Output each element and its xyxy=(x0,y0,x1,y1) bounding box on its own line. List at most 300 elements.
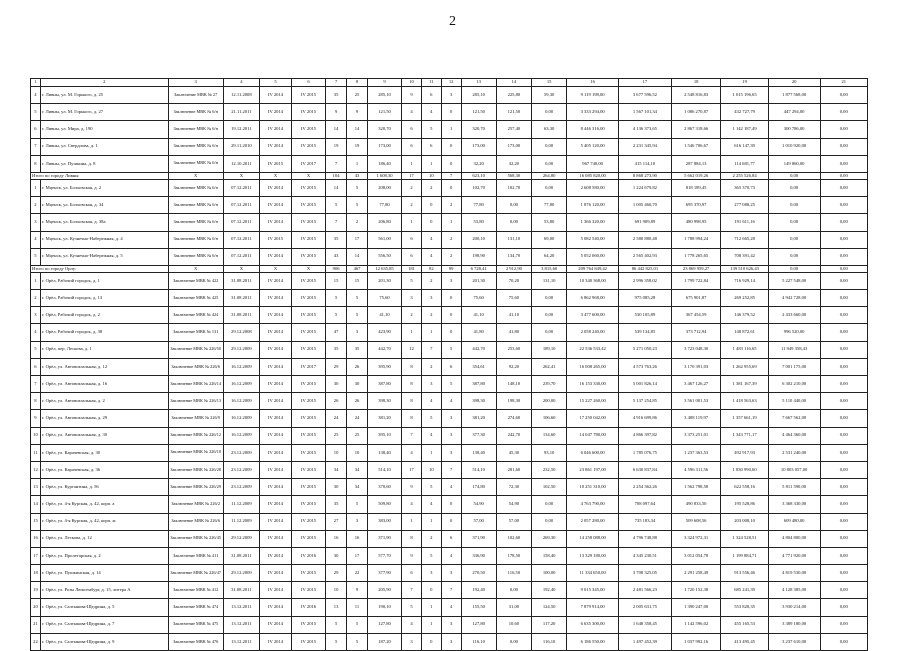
table-cell: 381,20 xyxy=(461,410,496,427)
table-cell: IV 2015 xyxy=(260,231,292,248)
table-cell: 25 xyxy=(347,427,368,444)
table-cell: 29.11.2010 xyxy=(223,138,259,155)
table-cell: 07.12.2011 xyxy=(223,179,259,196)
table-cell: 568,30 xyxy=(496,172,531,179)
table-cell: 6 xyxy=(402,121,422,138)
table-cell: IV 2014 xyxy=(260,324,292,341)
table-cell: 2 xyxy=(31,290,41,307)
table-cell: 906 xyxy=(326,265,347,272)
table-cell: 59,30 xyxy=(532,87,567,104)
table-cell: 281,60 xyxy=(496,461,531,478)
table-cell: 181 xyxy=(402,265,422,272)
table-cell: 102,50 xyxy=(532,479,567,496)
table-cell: 7 xyxy=(402,582,422,599)
table-cell: IV 2015 xyxy=(291,427,325,444)
table-cell: 4 xyxy=(402,104,422,121)
table-cell: 2 xyxy=(421,530,441,547)
table-cell: 432 727,79 xyxy=(721,104,768,121)
table-cell: 12 xyxy=(402,341,422,358)
table-row xyxy=(31,214,868,231)
table-cell: 2 481 566,23 xyxy=(619,582,672,599)
table-cell: 9 xyxy=(402,547,422,564)
table-header-row xyxy=(31,79,868,87)
table-cell: 102,70 xyxy=(496,179,531,196)
table-cell: 186,40 xyxy=(367,155,401,172)
table-cell: 0 xyxy=(441,496,461,513)
table-cell: 0,00 xyxy=(532,104,567,121)
table-cell: 2 xyxy=(421,358,441,375)
table-cell: 4 xyxy=(31,324,41,341)
table-cell: 4 xyxy=(421,427,441,444)
table-cell: 4 xyxy=(421,248,441,265)
table-cell: 5 xyxy=(421,410,441,427)
address-cell: г. Орёл, ул. Розы Люксембург, д. 15, литера А xyxy=(40,582,168,599)
table-cell: 1 xyxy=(421,444,441,461)
document-cell: Заключение МВК № 6/н xyxy=(168,121,223,138)
table-cell: 0,00 xyxy=(820,231,868,248)
table-cell: 155,50 xyxy=(461,599,496,616)
table-cell: 0,00 xyxy=(820,582,868,599)
table-cell: 29 xyxy=(326,565,347,582)
table-cell: 30 xyxy=(347,376,368,393)
table-cell: 158,40 xyxy=(532,547,567,564)
table-cell: 4 xyxy=(441,599,461,616)
table-cell: 514,10 xyxy=(367,461,401,478)
table-row xyxy=(31,341,868,358)
table-cell: 32,20 xyxy=(461,155,496,172)
document-cell: Заключение МВК № 226/2 xyxy=(168,496,223,513)
table-cell: 0,00 xyxy=(768,179,820,196)
table-cell: 31.08.2011 xyxy=(223,547,259,564)
table-row xyxy=(31,427,868,444)
table-cell: 0,00 xyxy=(820,197,868,214)
table-cell: 381,20 xyxy=(367,410,401,427)
table-row xyxy=(31,104,868,121)
table-cell: 442,70 xyxy=(367,341,401,358)
table-cell: 285,10 xyxy=(461,87,496,104)
table-cell: X xyxy=(291,265,325,272)
page-number: 2 xyxy=(449,14,456,29)
table-cell: 12.11.2008 xyxy=(223,87,259,104)
table-cell: X xyxy=(223,172,259,179)
table-cell: 395,90 xyxy=(367,358,401,375)
table-cell: 24 xyxy=(326,410,347,427)
table-cell: 5 001 826,14 xyxy=(619,376,672,393)
table-cell: 0,00 xyxy=(820,358,868,375)
table-cell: 174,80 xyxy=(461,479,496,496)
table-cell: 6 xyxy=(402,248,422,265)
table-cell: 4 xyxy=(31,87,41,104)
table-cell: 29.12.2009 xyxy=(223,530,259,547)
table-cell: 10 xyxy=(421,172,441,179)
table-cell: 913 556,46 xyxy=(721,565,768,582)
table-cell: 0 xyxy=(421,197,441,214)
document-cell: Заключение МВК № 6/н xyxy=(168,104,223,121)
table-cell: 4 942 728,00 xyxy=(768,290,820,307)
table-cell: 0,00 xyxy=(820,155,868,172)
table-cell: 6 xyxy=(421,138,441,155)
table-cell: 7 xyxy=(421,341,441,358)
table-cell: IV 2014 xyxy=(260,599,292,616)
table-cell: 0,00 xyxy=(820,547,868,564)
address-cell: г. Орёл, ул. 4-я Курская, д. 42, корп. а xyxy=(40,496,168,513)
table-cell: 131,10 xyxy=(496,231,531,248)
table-cell: 17 xyxy=(402,461,422,478)
document-cell: Заключение МВК № 27 xyxy=(168,87,223,104)
document-cell: Заключение МВК № 226/50 xyxy=(168,341,223,358)
table-cell: 10,60 xyxy=(496,616,531,633)
table-cell: 8 xyxy=(402,393,422,410)
table-cell: 7 xyxy=(441,582,461,599)
table-cell: 818 189,45 xyxy=(671,179,721,196)
table-cell: 23 861 197,00 xyxy=(567,461,619,478)
table-cell: 200,10 xyxy=(461,231,496,248)
table-cell: 5 xyxy=(326,633,347,650)
table-cell: 07.12.2011 xyxy=(223,248,259,265)
table-cell: 5 xyxy=(402,272,422,289)
table-row xyxy=(31,565,868,582)
table-cell: 0,00 xyxy=(820,341,868,358)
address-cell: г. Орёл, ул. Пролетарская, д. 2 xyxy=(40,547,168,564)
table-cell: IV 2015 xyxy=(291,496,325,513)
table-cell: IV 2015 xyxy=(291,231,325,248)
table-cell: 100,00 xyxy=(532,565,567,582)
address-cell: г. Орёл, Рабочий городок, д. 38 xyxy=(40,324,168,341)
table-cell: 31.08.2011 xyxy=(223,272,259,289)
table-cell: IV 2014 xyxy=(260,496,292,513)
table-cell: IV 2014 xyxy=(260,290,292,307)
column-number: 5 xyxy=(260,79,292,87)
table-cell: 0,00 xyxy=(820,616,868,633)
table-cell: 695 370,97 xyxy=(671,197,721,214)
address-cell: г. Ливны, ул. Мира, д. 190 xyxy=(40,121,168,138)
table-cell: 5 xyxy=(326,616,347,633)
table-cell: 11.12.2009 xyxy=(223,513,259,530)
table-cell: 4 136 373,65 xyxy=(619,121,672,138)
table-row xyxy=(31,376,868,393)
table-cell: X xyxy=(291,172,325,179)
table-cell: 30 xyxy=(326,479,347,496)
table-cell: 5 xyxy=(31,248,41,265)
table-cell: 4 128 385,00 xyxy=(768,582,820,599)
table-cell: 35 xyxy=(326,496,347,513)
table-cell: 0,00 xyxy=(820,179,868,196)
table-cell: 13 xyxy=(31,479,41,496)
table-cell: 467 xyxy=(347,265,368,272)
table-cell: 8 xyxy=(402,530,422,547)
table-cell: IV 2014 xyxy=(260,307,292,324)
table-cell: 0,00 xyxy=(768,197,820,214)
table-cell: 10 xyxy=(326,582,347,599)
table-cell: 556,50 xyxy=(367,248,401,265)
table-cell: IV 2015 xyxy=(291,197,325,214)
table-cell: 53,80 xyxy=(461,214,496,231)
table-row xyxy=(31,513,868,530)
column-number: 10 xyxy=(402,79,422,87)
table-cell: 2 548 816,83 xyxy=(671,87,721,104)
table-cell: 43 xyxy=(347,172,368,179)
address-cell: г. Орёл, ул. 4-я Курская, д. 42, корп. ж xyxy=(40,513,168,530)
table-cell: 3 324 972,31 xyxy=(671,530,721,547)
table-cell: 121,50 xyxy=(367,104,401,121)
table-cell: 92,20 xyxy=(496,358,531,375)
table-cell: 1 546 706,67 xyxy=(671,138,721,155)
table-cell: 3 815,60 xyxy=(532,265,567,272)
table-cell: 5 052 060,00 xyxy=(567,248,619,265)
table-cell: 685 241,39 xyxy=(721,582,768,599)
table-cell: 735 183,34 xyxy=(619,513,672,530)
table-cell: 189,10 xyxy=(532,341,567,358)
table-cell: 12.10.2011 xyxy=(223,155,259,172)
table-cell: 5 xyxy=(421,121,441,138)
table-cell: 253,60 xyxy=(496,341,531,358)
table-cell: 269 252,85 xyxy=(721,290,768,307)
table-cell: 373 712,94 xyxy=(671,324,721,341)
table-cell: 1 015 196,65 xyxy=(721,87,768,104)
table-cell: 198,30 xyxy=(496,393,531,410)
document-cell: Заключение МВК № 226/10 xyxy=(168,444,223,461)
table-cell: 16 085 820,00 xyxy=(567,172,619,179)
table-cell: 1 xyxy=(402,214,422,231)
table-cell: 53,80 xyxy=(532,214,567,231)
document-cell: Заключение МВК № 6/н xyxy=(168,231,223,248)
table-cell: 25 xyxy=(347,87,368,104)
table-cell: 1 xyxy=(31,272,41,289)
table-cell: IV 2015 xyxy=(291,410,325,427)
table-cell: 200,00 xyxy=(532,393,567,410)
table-cell: 0,00 xyxy=(820,479,868,496)
table-cell: 16 153 330,00 xyxy=(567,376,619,393)
table-cell: IV 2014 xyxy=(260,513,292,530)
table-cell: 0,00 xyxy=(532,290,567,307)
table-cell: 19 xyxy=(347,138,368,155)
table-cell: 0,00 xyxy=(820,427,868,444)
table-cell: 0 xyxy=(421,582,441,599)
table-cell: 116,10 xyxy=(461,633,496,650)
table-cell: 1 648 358,45 xyxy=(619,616,672,633)
table-cell: 35 xyxy=(326,87,347,104)
table-cell: 17 250 042,00 xyxy=(567,410,619,427)
table-cell: 242,70 xyxy=(496,427,531,444)
table-cell: 336,90 xyxy=(461,547,496,564)
table-cell: 6 630 837,84 xyxy=(619,461,672,478)
table-cell: 3 xyxy=(441,272,461,289)
table-cell: X xyxy=(223,265,259,272)
document-cell: Заключение МВК № 226/13 xyxy=(168,393,223,410)
table-cell: 124,50 xyxy=(532,599,567,616)
table-cell: 0,00 xyxy=(820,376,868,393)
table-cell: 63,30 xyxy=(532,121,567,138)
table-cell: 5 271 050,23 xyxy=(619,341,672,358)
table-cell: 4 xyxy=(402,616,422,633)
table-cell: 708 097,64 xyxy=(619,496,672,513)
table-cell: 1 720 152,38 xyxy=(671,582,721,599)
table-cell: 26 xyxy=(347,358,368,375)
document-cell: Заключение МВК № 6/н xyxy=(168,214,223,231)
table-cell: 17 xyxy=(31,547,41,564)
table-cell: IV 2014 xyxy=(260,87,292,104)
table-cell: 6 302 210,00 xyxy=(768,376,820,393)
table-cell: 19.12.2011 xyxy=(223,121,259,138)
table-cell: 3 xyxy=(31,214,41,231)
table-cell: IV 2014 xyxy=(260,410,292,427)
table-cell: 4 xyxy=(421,104,441,121)
table-cell: 116,10 xyxy=(532,633,567,650)
table-cell: 30 xyxy=(326,376,347,393)
table-cell: 104 xyxy=(326,172,347,179)
table-cell: 2 996 358,02 xyxy=(619,272,672,289)
table-cell: 8 xyxy=(402,410,422,427)
table-cell: 300 786,00 xyxy=(768,121,820,138)
table-cell: IV 2015 xyxy=(291,214,325,231)
table-cell: 492 917,93 xyxy=(721,444,768,461)
table-cell: 131,10 xyxy=(532,272,567,289)
table-cell: 3 012 054,78 xyxy=(671,547,721,564)
table-cell: IV 2015 xyxy=(291,444,325,461)
table-cell: 365 370,73 xyxy=(721,179,768,196)
table-cell: 7 xyxy=(326,214,347,231)
table-cell: 29.12.2009 xyxy=(223,565,259,582)
table-cell: 0,00 xyxy=(820,444,868,461)
table-row xyxy=(31,197,868,214)
table-cell: 5 xyxy=(347,496,368,513)
table-cell: 225,80 xyxy=(496,87,531,104)
table-cell: 0,00 xyxy=(820,290,868,307)
table-cell: 6 xyxy=(402,565,422,582)
table-cell: 561,00 xyxy=(367,231,401,248)
table-row xyxy=(31,633,868,650)
table-cell: 387,80 xyxy=(461,376,496,393)
table-cell: 22 536 533,42 xyxy=(567,341,619,358)
table-cell: 16 xyxy=(347,530,368,547)
table-cell: 13.12.2011 xyxy=(223,616,259,633)
table-cell: 127,80 xyxy=(461,616,496,633)
table-cell: 691 909,89 xyxy=(619,214,672,231)
table-cell: 0,00 xyxy=(532,179,567,196)
table-cell: 187,20 xyxy=(367,633,401,650)
total-row xyxy=(31,265,868,272)
table-cell: 1 010 920,00 xyxy=(768,138,820,155)
table-cell: 21.11.2011 xyxy=(223,104,259,121)
table-cell: 1 778 265,65 xyxy=(671,248,721,265)
table-cell: 35 xyxy=(326,341,347,358)
table-cell: 6 xyxy=(402,138,422,155)
table-cell: 5 xyxy=(347,616,368,633)
table-cell: 15 xyxy=(347,272,368,289)
table-cell: IV 2015 xyxy=(291,461,325,478)
table-cell: 0,00 xyxy=(496,197,531,214)
table-cell: IV 2015 xyxy=(260,155,292,172)
table-cell: 264,80 xyxy=(532,172,567,179)
table-cell: 29.12.2008 xyxy=(223,324,259,341)
table-cell: 3 xyxy=(402,290,422,307)
table-cell: IV 2014 xyxy=(260,197,292,214)
table-row xyxy=(31,410,868,427)
table-cell: IV 2014 xyxy=(260,547,292,564)
table-cell: 13.12.2011 xyxy=(223,599,259,616)
table-cell: X xyxy=(260,172,292,179)
table-cell: 9 119 198,00 xyxy=(567,87,619,104)
table-cell: 455 165,53 xyxy=(721,616,768,633)
table-cell: 5 xyxy=(31,341,41,358)
table-cell: 41,10 xyxy=(461,307,496,324)
address-cell: г. Орёл, пер. Лескова, д. 1 xyxy=(40,341,168,358)
table-cell: 77,80 xyxy=(461,197,496,214)
table-cell: 0,00 xyxy=(820,324,868,341)
table-cell: X xyxy=(168,172,223,179)
table-cell: 1 366 320,00 xyxy=(567,214,619,231)
table-cell: 3 723 048,30 xyxy=(671,341,721,358)
table-cell: 0,00 xyxy=(496,582,531,599)
table-cell: 5 xyxy=(421,479,441,496)
table-cell: 8 xyxy=(31,393,41,410)
table-cell: 93,10 xyxy=(532,444,567,461)
table-cell: 15 227 260,00 xyxy=(567,393,619,410)
table-cell: IV 2014 xyxy=(260,461,292,478)
table-cell: 14 xyxy=(326,121,347,138)
table-cell: 0,00 xyxy=(820,461,868,478)
document-cell: Заключение МВК № 6/н xyxy=(168,179,223,196)
address-cell: г. Ливны, ул. М. Горького, д. 25 xyxy=(40,87,168,104)
column-number: 3 xyxy=(168,79,223,87)
table-cell: 371,90 xyxy=(461,530,496,547)
table-cell: 24 xyxy=(347,410,368,427)
table-cell: 6 xyxy=(402,231,422,248)
table-cell: IV 2014 xyxy=(260,565,292,582)
table-row xyxy=(31,461,868,478)
table-cell: 3 xyxy=(421,565,441,582)
table-cell: 11 xyxy=(31,444,41,461)
table-cell: 0 xyxy=(441,290,461,307)
table-cell: 0,00 xyxy=(532,324,567,341)
table-cell: 716 929,14 xyxy=(721,272,768,289)
table-cell: 102,70 xyxy=(461,179,496,196)
register-table-body xyxy=(31,79,868,651)
table-cell: 0 xyxy=(441,155,461,172)
table-cell: 4 596 311,56 xyxy=(671,461,721,478)
document-cell: Заключение МВК № 226/12 xyxy=(168,427,223,444)
table-cell: IV 2014 xyxy=(260,121,292,138)
table-cell: IV 2014 xyxy=(260,393,292,410)
table-cell: 31,00 xyxy=(496,599,531,616)
table-cell: 3 xyxy=(402,633,422,650)
table-cell: 34 xyxy=(347,461,368,478)
table-cell: IV 2014 xyxy=(260,633,292,650)
table-cell: 447 294,00 xyxy=(768,104,820,121)
table-cell: 5 662 019,26 xyxy=(671,172,721,179)
table-cell: 57,00 xyxy=(496,513,531,530)
table-cell: 0,00 xyxy=(820,599,868,616)
table-cell: IV 2015 xyxy=(291,530,325,547)
table-cell: 3 708 325,05 xyxy=(619,565,672,582)
table-cell: 31.08.2011 xyxy=(223,582,259,599)
table-cell: 146 379,52 xyxy=(721,307,768,324)
table-cell: 45,30 xyxy=(496,444,531,461)
table-cell: 190,10 xyxy=(367,599,401,616)
table-cell: 31.08.2011 xyxy=(223,307,259,324)
document-cell: Заключение МВК № 6/н xyxy=(168,138,223,155)
table-cell: 967 740,00 xyxy=(567,155,619,172)
table-cell: 198,90 xyxy=(461,248,496,265)
table-cell: 35 xyxy=(347,341,368,358)
table-cell: 20 xyxy=(31,599,41,616)
table-cell: 530 105,89 xyxy=(619,307,672,324)
table-cell: 21 xyxy=(31,616,41,633)
address-cell: г. Орёл, ул. Салтыкова-Щедрина, д. 7 xyxy=(40,616,168,633)
total-label: Итого по городу Орлу: xyxy=(31,265,169,272)
table-cell: 127,80 xyxy=(367,616,401,633)
table-cell: 4 916 699,86 xyxy=(619,410,672,427)
